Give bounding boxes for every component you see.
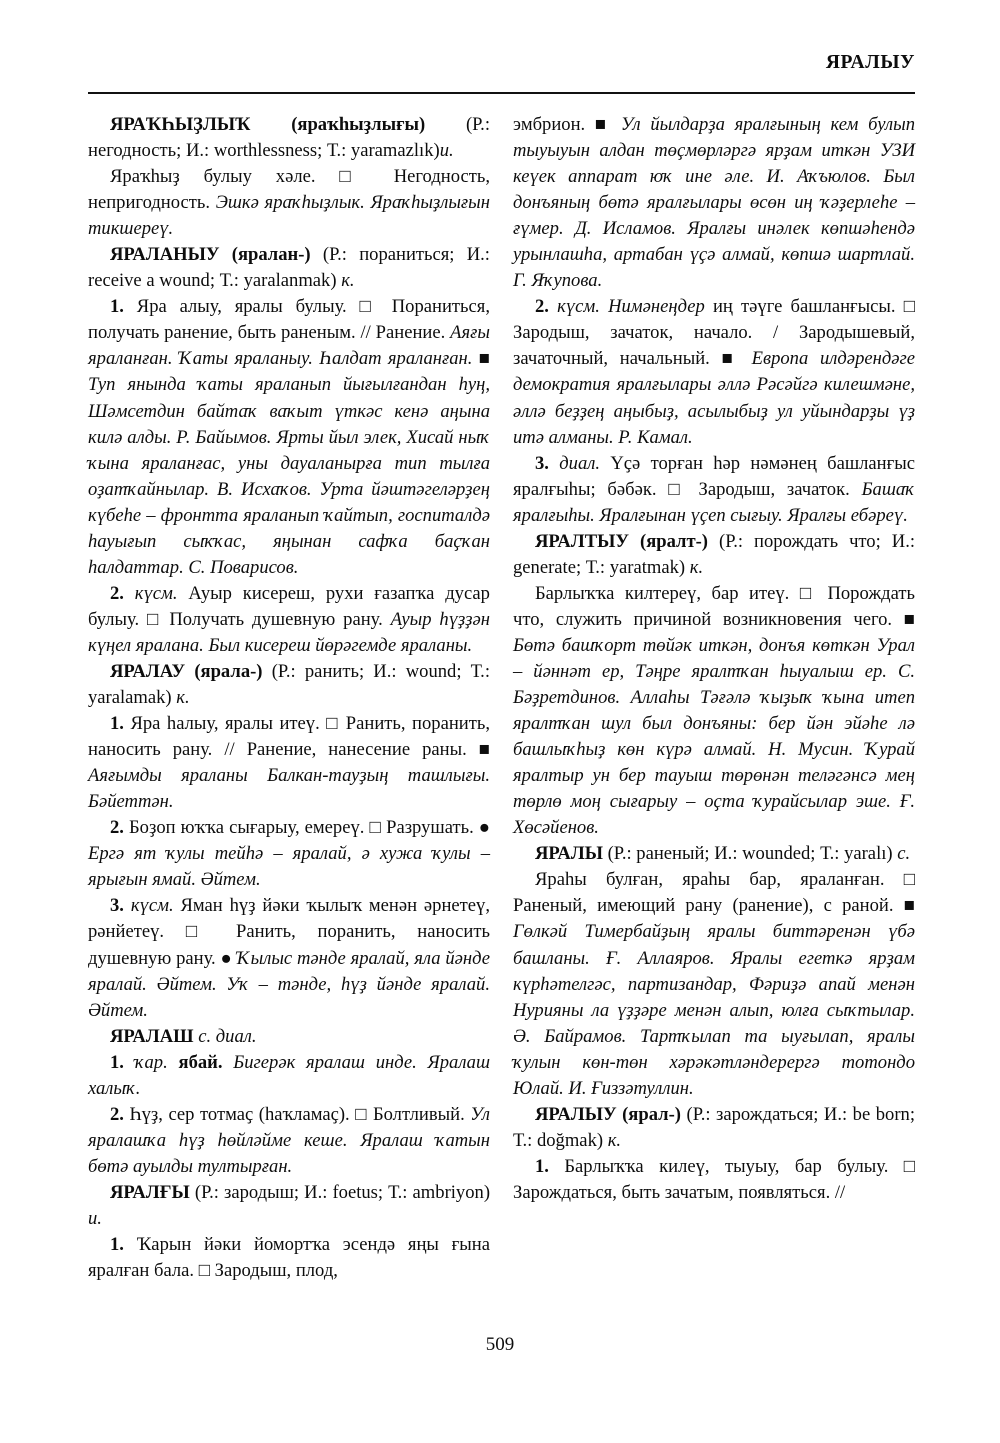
headword-pos: с. диал. — [198, 1025, 257, 1047]
header-rule — [88, 92, 915, 94]
sense-bashkir: Һүҙ, сер тотмаҫ (һаҡламаҫ). — [129, 1103, 350, 1125]
sense-russian: □ Порождать что, служить причиной возникновения чего. — [513, 582, 916, 630]
entry-yarakhyzlyk-body — [88, 164, 490, 242]
sense-citations: ■ Туп янында ҡаты яраланып йығылғандан һуң, Шәмсетдин байтаҡ ваҡыт үткәс кенә аңына килә алды. Р. Байымов. Ярты йыл элек, Хисай ныҡ ҡына яраланғас, уны дауаланырға тип тылға оҙатҡайнылар. В. Исхаҡов. Урта йәштәгеләрҙең күбеһе – фронтта яраланып ҡайтып, госпиталдә һауығып сыҡҡас, яңынан сафҡа баҫҡан һалдаттар. С. Поварисов. — [88, 348, 490, 578]
entry-yaralanyu — [88, 242, 490, 294]
headword: ЯРАЛТЫУ — [535, 530, 629, 552]
entry-yaralyu — [513, 1102, 915, 1154]
sense-abbr: диал. — [559, 452, 601, 474]
sense-number: 2. — [110, 817, 124, 839]
sense-bashkir: Яман һүҙ йәки ҡылыҡ менән әрнетеү, рәнйетеү. — [88, 895, 490, 943]
cross-reference[interactable]: ябай. — [178, 1051, 223, 1073]
entry-yaralgy-continued — [513, 112, 915, 294]
entry-yarakhyzlyk — [88, 112, 490, 164]
sense-1 — [88, 294, 490, 581]
headword: ЯРАҠҺЫҘЛЫҠ — [110, 114, 251, 135]
sense-number: 2. — [110, 1103, 124, 1125]
column-container — [88, 112, 915, 1312]
sense-abbr: күсм. — [130, 895, 174, 917]
sense-bashkir: Барлыҡҡа килеү, тыуыу, бар булыу. — [564, 1155, 889, 1177]
headword: ЯРАЛҒЫ — [110, 1181, 190, 1203]
sense-bashkir: Ауыр кисереш, рухи ғазапҡа дусар булыу. — [88, 582, 490, 630]
sense-citations: ■ Гөлкәй Тимербайҙың яралы биттәренән үбә башланы. Ғ. Аллаяров. Яралы егеткә ярҙам күрһәтелгәс, партизандар, Фәриҙә апай менән Нурияны ла үҙҙәре менән алып, юлға сыҡтылар. Ә. Байрамов. Тартҡылап та ыуғылап, яралы ҡулын көн-төн хәрәкәтләндерергә тотондо Юлай. И. Ғиззәтуллин. — [513, 895, 915, 1099]
sense-bashkir: Яра һалыу, яралы итеү. — [130, 713, 320, 735]
headword-pos: к. — [341, 270, 355, 292]
sense-number: 3. — [535, 452, 549, 474]
headword-inflection: (яраҡһыҙлығы) — [291, 114, 426, 135]
entry-yaralgy — [88, 1180, 490, 1232]
headword-pos: и. — [88, 1207, 102, 1229]
gloss-text: Яраҡһыҙ булыу хәле. □ Негодность, непригодность. — [88, 166, 490, 214]
sense-russian: □ Разрушать. — [369, 817, 474, 839]
sense-russian: □ Раненый, имеющий рану (ранение), с раной. — [513, 869, 915, 917]
sense-number: 2. — [110, 582, 124, 604]
sense-citations: ■ Бөтә башҡорт төйәк иткән, донъя көткән Урал – йәннәт ер, Тәңре яралтҡан һыуалыш ер. С. Бәҙретдинов. Аллаһы Тәғәлә ҡыҙыҡ ҡына итеп яралтҡан шул был донъяны: бер йән эйәһе лә башлыҡһыҙ көн күрә алмай. Н. Мусин. Ҡурай яралтыр ун бер тауыш төрөнән теләгәнсә мең төрлө моң сығарыу – оҫта ҡурайсылар эше. Ғ. Хөсәйенов. — [513, 608, 915, 839]
sense-1 — [88, 1232, 490, 1284]
sense-1 — [88, 711, 490, 815]
sense-russian: □ Зародыш, зачаток, начало. / Зародышевый, зачаточный, начальный. — [513, 296, 915, 370]
entry-yaraltyu — [513, 529, 915, 581]
sense-russian: □ Пораниться, получать ранение, быть раненым. // Ранение. — [88, 296, 490, 344]
sense-abbr: күсм. — [557, 296, 600, 318]
sense-bashkir: Барлыҡҡа килтереү, бар итеү. — [535, 582, 790, 604]
page-number: 509 — [485, 1334, 515, 1355]
running-head: ЯРАЛЫУ — [825, 52, 915, 73]
sense-1 — [88, 1050, 490, 1102]
sense-bashkir: Яра алыу, яралы булыу. — [136, 296, 347, 318]
headword-pos: к. — [176, 687, 190, 709]
sense-proverb: ● Ергә ят ҡулы тейһә – яралай, ә хужа ҡулы – ярығын ямай. Әйтем. — [88, 817, 491, 891]
right-column — [513, 112, 915, 1312]
sense-examples: Аяғы яраланған. Ҡаты яраланыу. Һалдат яраланған. — [88, 322, 490, 370]
sense-examples: Ауыр һүҙҙән күңел яралана. Был кисереш йөрәгемде яраланы. — [88, 608, 490, 656]
sense-russian: □ Ранить, поранить, наносить душевную рану. — [88, 921, 490, 969]
sense-abbr: ҡар. — [134, 1051, 168, 1073]
sense-russian: □ Болтливый. — [355, 1103, 465, 1125]
sense-number: 3. — [110, 895, 124, 917]
headword-translations: (Р.: ранить; И.: wound; Т.: yaralamak) — [88, 660, 490, 709]
headword-inflection: (яралан-) — [231, 244, 311, 266]
sense-russian: □ Зарождаться, быть зачатым, появляться. // — [513, 1155, 915, 1203]
headword-pos: с. — [897, 843, 911, 865]
sense-number: 1. — [110, 1051, 124, 1073]
headword-inflection: (ярала-) — [194, 660, 263, 682]
sense-citations: ■ Аяғымды яраланы Балкан-тауҙың ташлығы. Бәйеттән. — [88, 739, 490, 813]
sense-examples: Бигерәк яралаш инде. Яралаш халыҡ. — [88, 1051, 490, 1099]
sense-bashkir: Ҡарын йәки йомортҡа эсендә яңы ғына яралған бала. — [88, 1234, 490, 1282]
headword-inflection: (яралт-) — [640, 530, 709, 552]
sense-abbr: күсм. — [134, 582, 178, 604]
sense-russian: □ Получать душевную рану. — [146, 608, 383, 630]
continued-russian: эмбрион. — [513, 114, 586, 135]
headword-pos: к. — [689, 556, 704, 578]
entry-yaralash — [88, 1024, 490, 1050]
headword-translations: (Р.: порождать что; И.: generate; Т.: yaratmak) — [513, 530, 916, 578]
sense-bashkir: Боҙоп юҡҡа сығарыу, емереү. — [129, 817, 365, 839]
left-column — [88, 112, 490, 1312]
sense-bashkir: иң тәүге башланғысы. — [712, 296, 896, 318]
sense-examples: Башаҡ яралғыһы. Яралғынан үҫеп сығыу. Яралғы ебәреү. — [513, 478, 915, 526]
headword-translations: (Р.: зарождаться; И.: be born; Т.: doğmak) — [513, 1103, 915, 1151]
headword: ЯРАЛЫ — [535, 843, 603, 865]
sense-2 — [88, 815, 490, 893]
entry-yaraly-body — [513, 867, 915, 1101]
sense-bashkir-italic: Нимәнеңдер — [608, 296, 705, 318]
sense-2 — [513, 294, 915, 450]
headword: ЯРАЛАУ — [110, 660, 186, 682]
sense-number: 1. — [110, 1234, 124, 1256]
headword: ЯРАЛЫУ — [535, 1103, 617, 1125]
sense-examples: Ул яралашҡа һүҙ һөйләйме кеше. Яралаш ҡатын бөтә ауылды тултырған. — [88, 1103, 490, 1177]
sense-2 — [88, 581, 490, 659]
sense-russian: □ Зародыш, плод, — [198, 1260, 338, 1282]
sense-russian: □ Зародыш, зачаток. — [668, 478, 850, 500]
headword-pos: и. — [439, 140, 454, 162]
sense-number: 1. — [110, 296, 124, 318]
sense-3 — [513, 451, 915, 529]
headword: ЯРАЛАНЫУ — [110, 244, 220, 266]
sense-2 — [88, 1102, 490, 1180]
headword-translations: (Р.: зародыш; И.: foetus; Т.: ambriyon) — [194, 1181, 491, 1203]
headword: ЯРАЛАШ — [110, 1025, 194, 1047]
headword-inflection: (ярал-) — [622, 1103, 681, 1125]
sense-bashkir: Үҫә торған һәр нәмәнең башланғыс яралғыһы; бәбәк. — [513, 452, 915, 500]
example-text: Эшкә яраҡһыҙлык. Яраҡһыҙлығын тикшереү. — [88, 192, 491, 240]
sense-1 — [513, 1154, 915, 1206]
headword-translations: (Р.: раненый; И.: wounded; Т.: yaralı) — [607, 843, 893, 865]
sense-citations: ■ Европа илдәрендәге демократия яралғылары әллә Рәсәйгә килешмәне, әллә беҙҙең аңыбыҙ, асылыбыҙ ул уйындарҙы үҙ итә алманы. Р. Камал. — [513, 348, 916, 448]
sense-3 — [88, 893, 490, 1023]
sense-number: 2. — [535, 296, 549, 318]
headword-translations: (Р.: пораниться; И.: receive a wound; Т.: yaralanmak) — [88, 244, 490, 292]
entry-yaralau — [88, 659, 490, 711]
sense-number: 1. — [535, 1155, 549, 1177]
sense-citations: ■ Ул йылдарҙа яралғының кем булып тыуыуын алдан төҫмөрләргә ярҙам иткән УЗИ кеүек аппарат юҡ ине әле. И. Аҡъюлов. Был донъяның бөтә яралғылары өсөн иң ҡәҙерлеһе – ғүмер. Д. Исламов. Яралғы инәлек көпшәһендә урынлашһа, артабан үҫә алмай, көпшә шартлай. Г. Яҡупова. — [513, 114, 915, 292]
headword-pos: к. — [607, 1129, 622, 1151]
sense-russian: □ Ранить, поранить, наносить рану. // Ранение, нанесение раны. — [88, 713, 490, 761]
sense-proverb: ● Ҡылыс тәнде яралай, яла йәнде яралай. Әйтем. Уҡ – тәнде, һүҙ йәнде яралай. Әйтем. — [88, 947, 490, 1021]
headword-translations: (Р.: негодность; И.: worthlessness; Т.: yaramazlık) — [88, 114, 490, 162]
entry-yaraltyu-body — [513, 581, 915, 841]
sense-number: 1. — [110, 713, 124, 735]
sense-bashkir: Яраһы булған, яраһы бар, яраланған. — [535, 869, 885, 891]
entry-yaraly — [513, 841, 915, 867]
